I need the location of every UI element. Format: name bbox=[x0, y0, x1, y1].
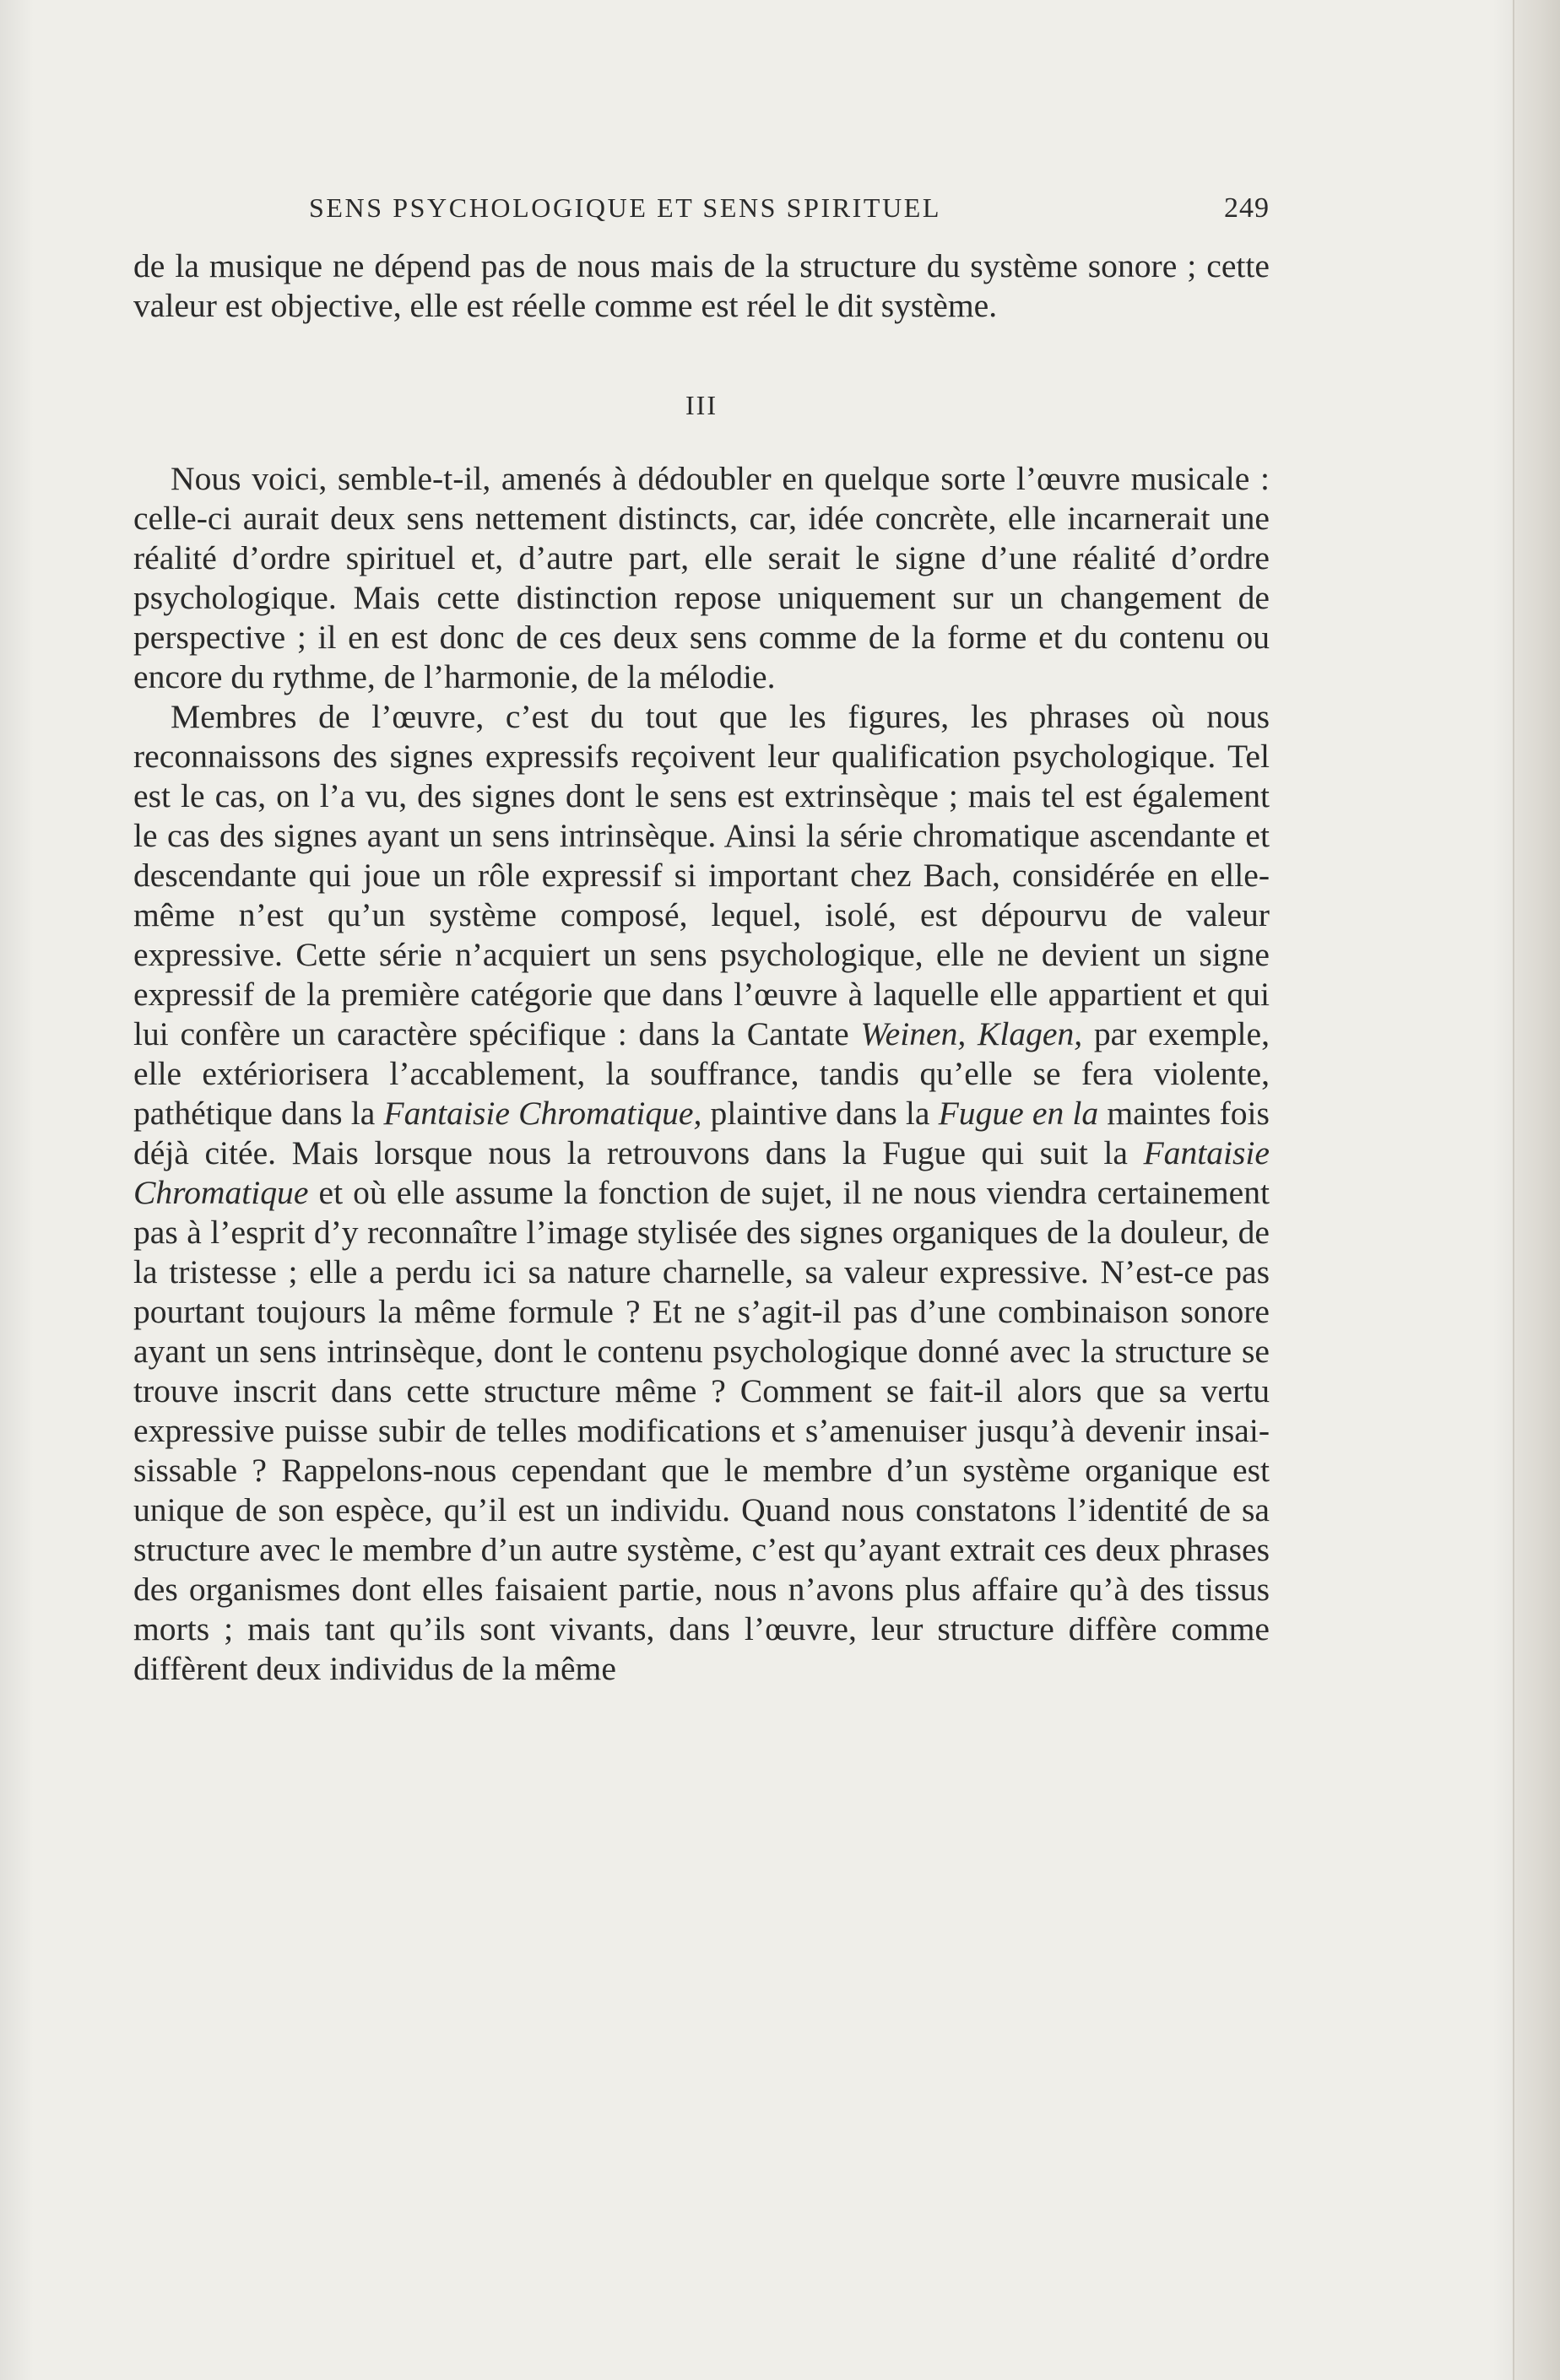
italic-title: Fantaisie Chromatique, bbox=[383, 1095, 702, 1132]
page-number: 249 bbox=[1224, 192, 1270, 224]
page-edge bbox=[1513, 0, 1560, 2380]
paragraph-3-text: maintes fois déjà citée. Mais lorsque nous la retrouvons dans la Fugue qui suit la bbox=[133, 1095, 1270, 1171]
paragraph-3-text: par exemple, elle extériorisera l’accablement, la souffrance, tandis qu’elle se fera violente, pathétique dans la bbox=[133, 1015, 1270, 1132]
paragraph-3-text: plaintive dans la bbox=[710, 1095, 930, 1132]
body-text bbox=[133, 246, 1270, 1689]
running-title: SENS PSYCHOLOGIQUE ET SENS SPIRITUEL bbox=[309, 192, 942, 223]
section-heading: III bbox=[685, 390, 718, 420]
italic-title: Fugue en la bbox=[938, 1095, 1099, 1132]
paragraph-continued: de la musique ne dépend pas de nous mais de la structure du système sonore ; cette valeur est objective, elle est réelle comme est réel le dit système. bbox=[133, 247, 1270, 324]
text-block bbox=[133, 192, 1270, 1689]
paragraph-3-text: Membres de l’œuvre, c’est du tout que les figures, les phrases où nous reconnaissons des signes expressifs reçoivent leur qualification psychologique. Tel est le cas, on l’a vu, des signes dont le sens est extrinsèque ; mais tel est également le cas des signes ayant un sens intrinsèque. Ainsi la série chromatique ascendante et descendante qui joue un rôle expressif si important chez Bach, considérée en elle-même n’est qu’un système composé, lequel, isolé, est dépourvu de valeur expressive. Cette série n’acquiert un sens psychologique, elle ne devient un signe expressif de la première catégorie que dans l’œuvre à laquelle elle appartient et qui lui confère un caractère spécifique : dans la Cantate bbox=[133, 698, 1270, 1052]
italic-title: Fantaisie Chromatique bbox=[133, 1134, 1270, 1211]
italic-title: Weinen, Klagen, bbox=[860, 1015, 1083, 1052]
paragraph-2: Nous voici, semble-t-il, amenés à dédoubler en quelque sorte l’œuvre musicale : celle-ci aurait deux sens nettement distincts, car, idée concrète, elle incarnerait une réalité d’ordre spirituel et, d’autre part, elle serait le signe d’une réalité d’ordre psychologique. Mais cette distinction repose uniquement sur un changement de perspective ; il en est donc de ces deux sens comme de la forme et du contenu ou encore du rythme, de l’harmonie, de la mélodie. bbox=[133, 460, 1270, 695]
paragraph-3-text: et où elle assume la fonction de sujet, il ne nous viendra certainement pas à l’esprit d’y reconnaître l’image stylisée des signes organiques de la douleur, de la tristesse ; elle a perdu ici sa nature charnelle, sa valeur expressive. N’est-ce pas pourtant toujours la même formule ? Et ne s’agit-il pas d’une combinaison sonore ayant un sens intrinsèque, dont le contenu psychologique donné avec la structure se trouve inscrit dans cette structure même ? Comment se fait-il alors que sa vertu expressive puisse subir de telles modifications et s’amenuiser jusqu’à devenir insaisissable ? Rappelons-nous cependant que le membre d’un système organique est unique de son espèce, qu’il est un individu. Quand nous constatons l’identité de sa structure avec le membre d’un autre système, c’est qu’ayant extrait ces deux phrases des organismes dont elles faisaient partie, nous n’avons plus affaire qu’à des tissus morts ; mais tant qu’ils sont vivants, dans l’œuvre, leur structure diffère comme diffèrent deux individus de la même bbox=[133, 1174, 1270, 1687]
paragraph-3 bbox=[133, 697, 1270, 1689]
running-head bbox=[133, 192, 1270, 246]
